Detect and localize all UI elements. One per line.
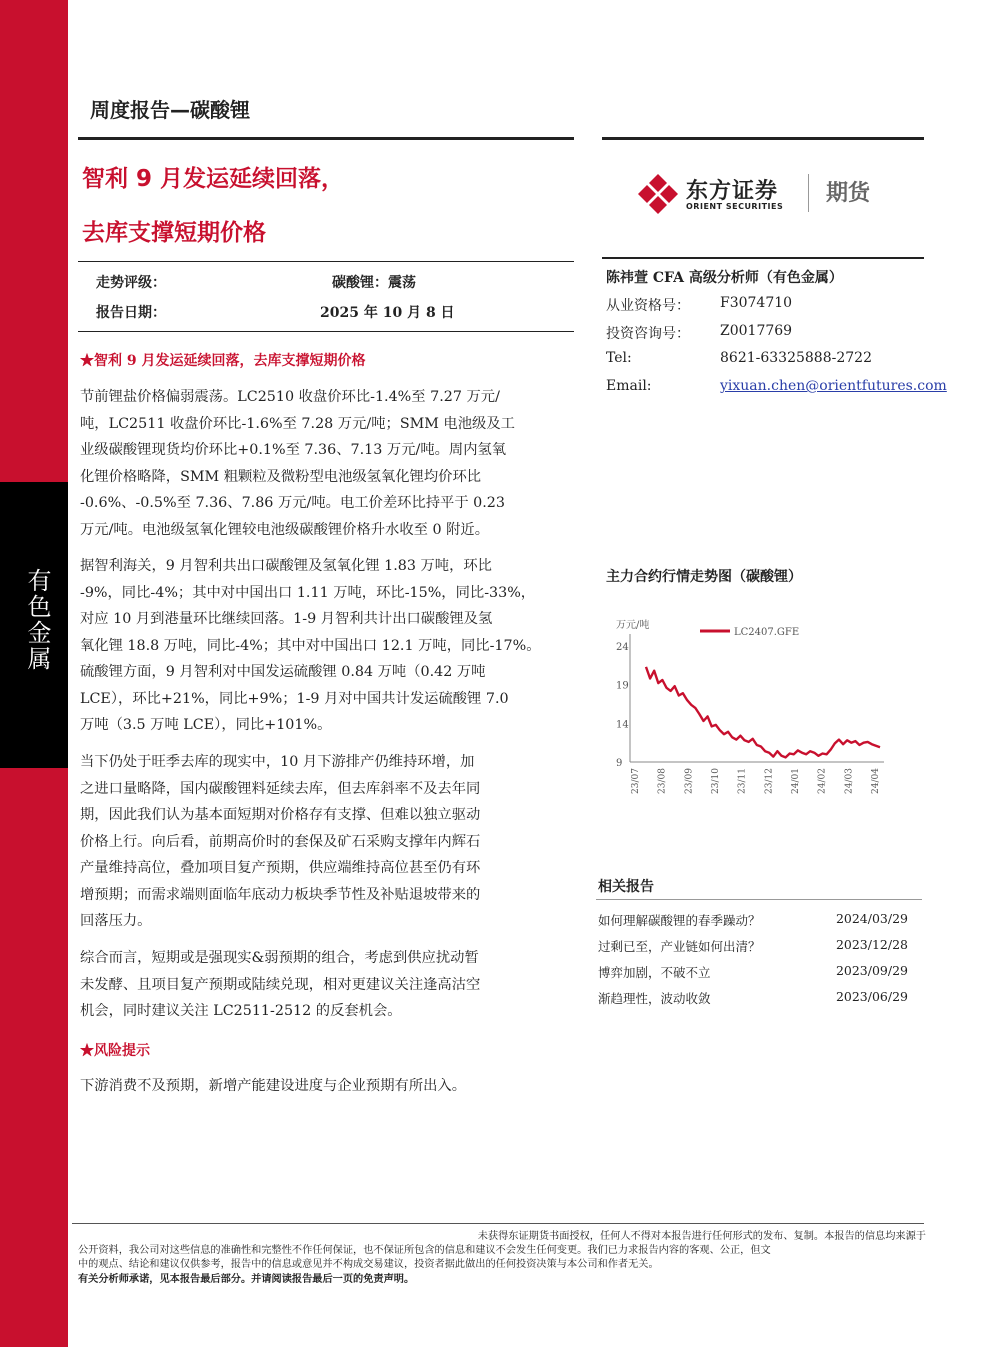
related-heading: 相关报告 [598, 879, 654, 895]
paragraph-line: -0.6%、-0.5%至 7.36、7.86 万元/吨。电工价差环比持平于 0.23 [80, 495, 506, 511]
footer-rule [72, 1223, 924, 1224]
paragraph-line: 业级碳酸锂现货均价环比+0.1%至 7.36、7.13 万元/吨。周内氢氧 [80, 442, 507, 458]
header-rule-right [602, 137, 924, 140]
paragraph-line: -9%，同比-4%；其中对中国出口 1.11 万吨，环比-15%，同比-33%， [80, 584, 536, 601]
paragraph-line: 回落压力。 [80, 913, 152, 929]
paragraph-line: 机会，同时建议关注 LC2511-2512 的反套机会。 [80, 1003, 402, 1019]
doc-type: 周度报告—碳酸锂 [90, 98, 250, 122]
chart-ytick-label: 14 [616, 719, 629, 731]
related-item-date: 2023/09/29 [835, 963, 908, 978]
rating-label: 走势评级： [96, 275, 166, 291]
chart-ytick-label: 24 [616, 642, 629, 653]
paragraph-line: 万元/吨。电池级氢氧化锂较电池级碳酸锂价格升水收至 0 附近。 [80, 521, 490, 538]
meta-rule-top [78, 261, 574, 262]
chart-xtick-label: 24/02 [817, 768, 828, 794]
paragraph-4 [80, 945, 564, 1025]
analyst-rule [602, 257, 924, 259]
related-item-date: 2024/03/29 [835, 911, 908, 926]
date-label: 报告日期： [96, 305, 166, 321]
paragraph-line: 下游消费不及预期，新增产能建设进度与企业预期有所出入。 [80, 1078, 467, 1094]
logo-name: 东方证券 [686, 179, 779, 204]
footer-line: 中的观点、结论和建议仅供参考，报告中的信息或意见并不构成交易建议，投资者据此做出的任何投资决策与本公司和作者无关。 [78, 1259, 659, 1270]
report-title-line2: 去库支撑短期价格 [82, 220, 266, 246]
paragraph-line: 期，因此我们认为基本面短期对价格存有支撑、但难以独立驱动 [80, 807, 481, 823]
related-item-title[interactable]: 博弈加剧，不破不立 [598, 965, 711, 980]
qual-value: F3074710 [720, 295, 793, 311]
paragraph-line: 据智利海关，9 月智利共出口碳酸锂及氢氧化锂 1.83 万吨，环比 [80, 558, 492, 574]
chart-xtick-label: 23/11 [737, 768, 748, 794]
chart-xtick-label: 24/04 [871, 768, 881, 794]
chart-xtick-label: 24/01 [791, 768, 801, 794]
paragraph-line: 价格上行。向后看，前期高价时的套保及矿石采购支撑年内辉石 [80, 833, 481, 850]
logo-name-en: ORIENT SECURITIES [686, 202, 784, 211]
chart-xtick-label: 23/08 [657, 768, 668, 794]
related-item-date: 2023/06/29 [835, 989, 908, 1004]
logo-divider [808, 174, 809, 212]
invest-value: Z0017769 [720, 323, 793, 339]
meta-rule-bottom [78, 331, 574, 332]
paragraph-line: 硫酸锂方面，9 月智利对中国发运硫酸锂 0.84 万吨（0.42 万吨 [80, 664, 486, 680]
chart-ylabel: 万元/吨 [616, 620, 650, 631]
chart-xtick-label: 23/09 [684, 768, 695, 794]
orient-logo-icon [636, 172, 680, 216]
paragraph-line: 增预期；而需求端则面临年底动力板块季节性及补贴退坡带来的 [80, 886, 481, 903]
paragraph-line: 对应 10 月到港量环比继续回落。1-9 月智利共计出口碳酸锂及氢 [80, 611, 493, 627]
paragraph-line: 吨，LC2511 收盘价环比-1.6%至 7.28 万元/吨；SMM 电池级及工 [80, 415, 515, 432]
paragraph-line: 万吨（3.5 万吨 LCE），同比+101%。 [80, 717, 332, 733]
footer-line: 公开资料，我公司对这些信息的准确性和完整性不作任何保证，也不保证所包含的信息和建议不会发生任何变更。我们已力求报告内容的客观、公正，但文 [78, 1245, 771, 1256]
chart-xtick-label: 23/07 [631, 768, 641, 794]
sidebar-label: 有色金属 [23, 568, 51, 672]
rating-value: 碳酸锂：震荡 [332, 275, 416, 291]
paragraph-line: LCE），环比+21%，同比+9%；1-9 月对中国共计发运硫酸锂 7.0 [80, 690, 509, 707]
chart-ytick-label: 9 [616, 758, 623, 769]
tel-value: 8621-63325888-2722 [720, 350, 872, 366]
invest-label: 投资咨询号： [606, 326, 690, 342]
logo-futures: 期货 [826, 181, 871, 206]
paragraph-line: 产量维持高位，叠加项目复产预期，供应端维持高位甚至仍有环 [80, 860, 481, 876]
chart-series-line [646, 667, 880, 758]
paragraph-1 [80, 384, 564, 543]
sidebar-red-bottom [0, 768, 68, 1347]
related-item-title[interactable]: 如何理解碳酸锂的春季躁动？ [598, 913, 761, 928]
footer-line: 未获得东证期货书面授权，任何人不得对本报告进行任何形式的发布、复制。本报告的信息均来源于 [477, 1231, 926, 1242]
footer-line: 有关分析师承诺，见本报告最后部分。并请阅读报告最后一页的免责声明。 [78, 1273, 415, 1285]
related-item-title[interactable]: 渐趋理性，波动收敛 [598, 991, 711, 1006]
report-title-line1: 智利 9 月发运延续回落， [82, 166, 345, 192]
related-rule [596, 899, 922, 900]
paragraph-line: 当下仍处于旺季去库的现实中，10 月下游排产仍维持环增，加 [80, 754, 475, 770]
date-value: 2025 年 10 月 8 日 [320, 305, 455, 321]
paragraph-line: 氧化锂 18.8 万吨，同比-4%；其中对中国出口 12.1 万吨，同比-17%。 [80, 637, 541, 654]
sidebar-red-top [0, 0, 68, 482]
related-item-date: 2023/12/28 [835, 937, 908, 952]
section-heading-main: ★智利 9 月发运延续回落，去库支撑短期价格 [80, 353, 366, 369]
chart-xtick-label: 23/10 [711, 768, 721, 794]
email-label: Email: [606, 378, 652, 394]
qual-label: 从业资格号： [606, 298, 690, 314]
header-rule-left [78, 137, 574, 140]
chart-ytick-label: 19 [616, 680, 629, 692]
related-item-title[interactable]: 过剩已至，产业链如何出清？ [598, 939, 761, 954]
chart-title: 主力合约行情走势图（碳酸锂） [606, 569, 802, 585]
orient-logo [636, 172, 906, 216]
paragraph-line: 之进口量略降，国内碳酸锂料延续去库，但去库斜率不及去年同 [80, 780, 481, 797]
paragraph-line: 综合而言，短期或是强现实&弱预期的组合，考虑到供应扰动暂 [80, 950, 479, 966]
section-heading-risk: ★风险提示 [80, 1043, 150, 1059]
paragraph-line: 化锂价格略降，SMM 粗颗粒及微粉型电池级氢氧化锂均价环比 [80, 468, 482, 485]
paragraph-line: 节前锂盐价格偏弱震荡。LC2510 收盘价环比-1.4%至 7.27 万元/ [80, 389, 500, 405]
paragraph-2 [80, 553, 564, 739]
paragraph-5 [80, 1073, 564, 1100]
chart-xtick-label: 23/12 [764, 768, 775, 794]
analyst-name-title: 陈祎萱 CFA 高级分析师（有色金属） [606, 270, 843, 286]
chart-xtick-label: 24/03 [844, 768, 855, 794]
footer-disclaimer [78, 1230, 926, 1286]
email-link[interactable]: yixuan.chen@orientfutures.com [720, 378, 947, 394]
tel-label: Tel: [606, 350, 632, 366]
chart-legend-label: LC2407.GFE [734, 627, 800, 638]
price-chart [594, 612, 894, 812]
paragraph-3 [80, 749, 564, 935]
paragraph-line: 未发酵、且项目复产预期或陆续兑现，相对更建议关注逢高沽空 [80, 976, 481, 993]
